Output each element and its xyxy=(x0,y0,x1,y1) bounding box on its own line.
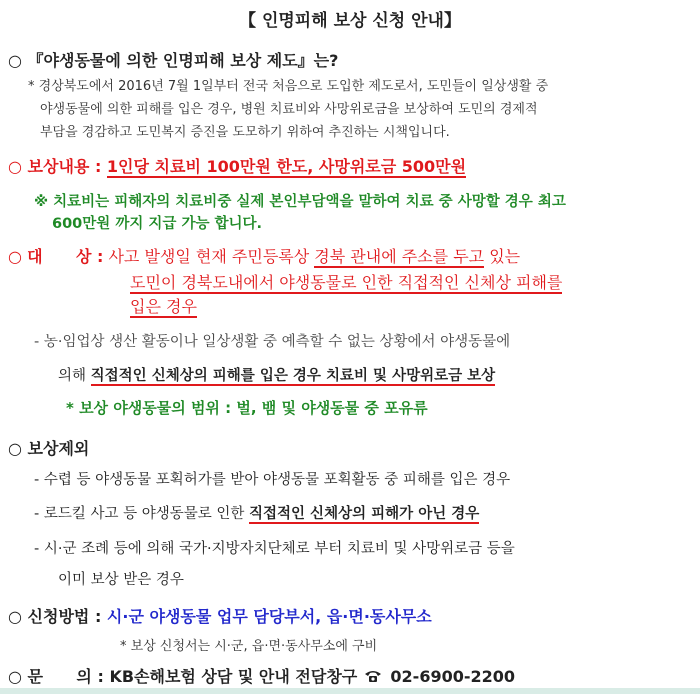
section-inquiry xyxy=(8,664,515,687)
bottom-border xyxy=(0,688,700,694)
intro-line-1: * 경상북도에서 2016년 7월 1일부터 전국 처음으로 도입한 제도로서, 도민들이 일상생활 중 xyxy=(28,79,549,94)
target-line-3 xyxy=(130,294,197,317)
exclusion-3a: - 시·군 조례 등에 의해 국가·지방자치단체로 부터 치료비 및 사망위로금 등을 xyxy=(34,541,515,557)
compensation-label: 보상내용 : xyxy=(27,157,102,176)
application-note: * 보상 신청서는 시·군, 읍·면·동사무소에 구비 xyxy=(120,639,378,654)
exclusions-heading: 보상제외 xyxy=(27,439,90,458)
compensation-note-2: 600만원 까지 지급 가능 합니다. xyxy=(52,216,263,232)
exclusion-2 xyxy=(34,502,479,523)
section-intro-heading xyxy=(8,48,338,71)
target-line-2 xyxy=(130,270,562,293)
bullet-circle: ○ xyxy=(8,607,22,626)
section-target xyxy=(8,244,520,267)
application-value: 시·군 야생동물 업무 담당부서, 읍·면·동사무소 xyxy=(106,607,432,626)
target-detail-1b xyxy=(58,364,495,385)
page-title: 【 인명피해 보상 신청 안내】 xyxy=(239,11,461,31)
target-detail-1b-pre: 의해 xyxy=(58,368,91,384)
target-line-1c: 있는 xyxy=(484,247,521,266)
inquiry-value: KB손해보험 상담 및 안내 전담창구 xyxy=(109,667,358,686)
intro-line-3: 부담을 경감하고 도민복지 증진을 도모하기 위하여 추진하는 시책입니다. xyxy=(40,125,450,140)
bullet-circle: ○ xyxy=(8,439,22,458)
bullet-circle: ○ xyxy=(8,667,22,686)
target-label: 대 상 : xyxy=(27,247,104,266)
target-line-1b: 경북 관내에 주소를 두고 xyxy=(314,247,485,266)
section-compensation xyxy=(8,154,466,177)
bullet-circle: ○ xyxy=(8,51,22,70)
section-exclusions xyxy=(8,436,89,459)
phone-icon xyxy=(363,667,385,686)
target-detail-1b-bold: 직접적인 신체상의 피해를 입은 경우 치료비 및 사망위로금 보상 xyxy=(90,368,496,384)
intro-heading-text: 『야생동물에 의한 인명피해 보상 제도』는? xyxy=(27,51,339,70)
inquiry-label: 문 의 : xyxy=(27,667,104,686)
inquiry-phone: 02-6900-2200 xyxy=(390,667,516,686)
application-label: 신청방법 : xyxy=(27,607,102,626)
target-line-2-text: 도민이 경북도내에서 야생동물로 인한 직접적인 신체상 피해를 xyxy=(130,273,563,292)
compensation-note-1: ※ 치료비는 피해자의 치료비중 실제 본인부담액을 말하여 치료 중 사망할 경우 최고 xyxy=(34,194,566,210)
exclusion-2-pre: - 로드킬 사고 등 야생동물로 인한 xyxy=(34,506,249,522)
bullet-circle: ○ xyxy=(8,157,22,176)
bullet-circle: ○ xyxy=(8,247,22,266)
exclusion-3b: 이미 보상 받은 경우 xyxy=(58,572,184,588)
exclusion-1: - 수렵 등 야생동물 포획허가를 받아 야생동물 포획활동 중 피해를 입은 경우 xyxy=(34,472,511,488)
section-application xyxy=(8,604,432,627)
target-detail-1a: - 농·임업상 생산 활동이나 일상생활 중 예측할 수 없는 상황에서 야생동물에 xyxy=(34,334,511,350)
exclusion-2-bold: 직접적인 신체상의 피해가 아닌 경우 xyxy=(248,506,480,522)
intro-line-2: 야생동물에 의한 피해를 입은 경우, 병원 치료비와 사망위로금을 보상하여 도민의 경제적 xyxy=(40,102,538,117)
animal-range: * 보상 야생동물의 범위 : 벌, 뱀 및 야생동물 중 포유류 xyxy=(66,399,428,417)
target-line-3-text: 입은 경우 xyxy=(130,297,197,316)
compensation-value: 1인당 치료비 100만원 한도, 사망위로금 500만원 xyxy=(106,157,467,176)
target-line-1a: 사고 발생일 현재 주민등록상 xyxy=(108,247,315,266)
